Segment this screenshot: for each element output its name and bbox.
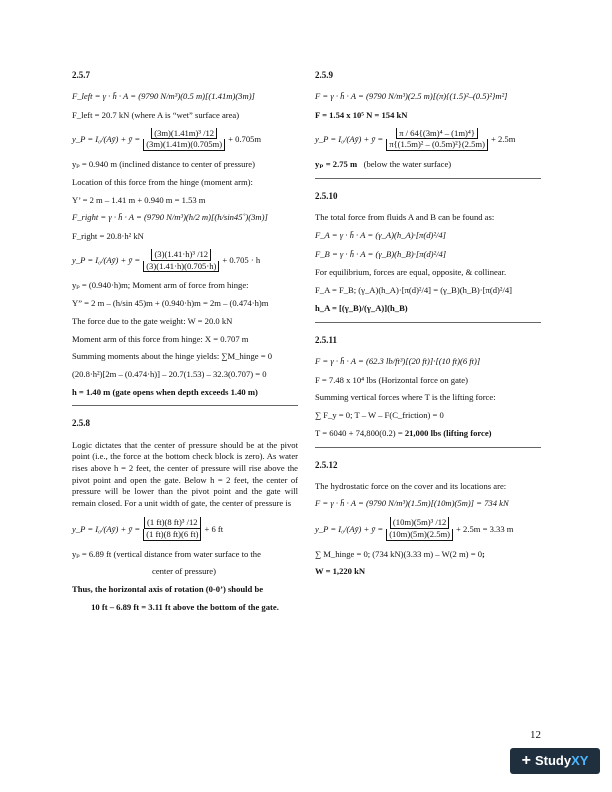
equation-f-2-5-11: F = γ · h̄ · A = (62.3 lb/ft³)[(20 ft)]·[(10 ft)(6 ft)] [315,355,481,366]
text-yp-h: yₚ = (0.940·h)m; Moment arm of force from hinge: [72,280,249,291]
text-moment-equation: (20.8·h²)[2m – (0.474·h)] – 20.7(1.53) – 32.3(0.707) = 0 [72,369,267,379]
equation-lhs: y_P = I₀/(Aȳ) + ȳ = [315,523,384,534]
equation-lhs: y_P = I₀/(Aȳ) + ȳ = [315,134,384,145]
equation-tail: + 0.705m [228,134,262,145]
fraction-numerator: (3)(1.41·h)³ /12 [151,249,211,261]
text-yp-6-89: yₚ = 6.89 ft (vertical distance from water surface to the [72,548,261,559]
text-location: Location of this force from the hinge (moment arm): [72,176,253,187]
text-y-prime: Y’ = 2 m – 1.41 m + 0.940 m = 1.53 m [72,194,206,205]
plus-icon: + [521,752,531,769]
section-divider [72,405,298,406]
fraction [386,128,488,151]
equation-lhs: y_P = I₀/(Aȳ) + ȳ = [72,134,141,145]
fraction-denominator: (3m)(1.41m)(0.705m) [143,139,225,151]
fraction-numerator: (1 ft)(8 ft)³ /12 [144,517,201,529]
text-t-equation: T = 6040 + 74,800(0.2) = [315,427,405,438]
text-sum-moments-hinge [315,549,541,560]
section-title-2-5-8: 2.5.8 [72,418,90,429]
fraction-denominator: π{(1.5m)² – (0.5m)²}(2.5m) [386,139,488,151]
text-gate-weight: The force due to the gate weight: W = 20.0 kN [72,315,233,326]
section-divider [315,178,541,179]
studyxy-logo [510,748,600,774]
text-axis-result: 10 ft – 6.89 ft = 3.11 ft above the bottom of the gate. [91,601,279,612]
text-f-left-result: F_left = 20.7 kN (where A is “wet” surface area) [72,109,240,120]
fraction [143,517,201,540]
fraction-numerator: (10m)(5m)³ /12 [390,517,449,529]
equation-yp-2-5-8 [72,517,298,540]
equation-f-right: F_right = γ · h̄ · A = (9790 N/m³)(h/2 m)[(h/sin45˚)(3m)] [72,212,268,223]
equation-lhs: y_P = I₀/(Aȳ) + ȳ = [72,255,141,266]
logo-text-xy: XY [571,752,589,768]
section-title-2-5-7: 2.5.7 [72,70,90,80]
right-column [315,70,541,584]
section-title-2-5-11: 2.5.11 [315,334,338,345]
section-title-2-5-9: 2.5.9 [315,70,333,80]
logo-text-study: Study [534,752,572,768]
text-axis-of-rotation: Thus, the horizontal axis of rotation (0-0’) should be [72,584,264,595]
text-hydrostatic-force: The hydrostatic force on the cover and its locations are: [315,480,507,491]
equation-f-2-5-9: F = γ · h̄ · A = (9790 N/m³)(2.5 m)[(π){(1.5)²–(0.5)²}m²] [315,91,508,102]
text-yp-result: yₚ = 0.940 m (inclined distance to center of pressure) [72,159,255,170]
text-semicolon: ; [482,548,485,559]
text-yp-2-75 [315,159,541,170]
equation-f-2-5-12: F = γ · h̄ · A = (9790 N/m³)(1.5m)[(10m)(5m)] = 734 kN [315,498,509,509]
fraction [143,249,219,272]
fraction [386,517,453,540]
text-total-force: The total force from fluids A and B can be found as: [315,212,495,223]
text-y-double-prime: Y” = 2 m – (h/sin 45)m + (0.940·h)m = 2m – (0.474·h)m [72,298,269,309]
section-divider [315,447,541,448]
equation-tail: + 0.705 · h [222,255,261,266]
text-f-right-result: F_right = 20.8·h² kN [72,231,144,242]
equation-yp-2-5-9 [315,128,541,151]
fraction-denominator: (10m)(5m)(2.5m) [386,529,453,541]
text-equilibrium: For equilibrium, forces are equal, opposite, & collinear. [315,267,507,278]
equation-tail: + 2.5m [490,134,516,145]
text-horizontal-force: F = 7.48 x 10⁴ lbs (Horizontal force on gate) [315,374,468,385]
text-moment-equation: ∑ M_hinge = 0; (734 kN)(3.33 m) – W(2 m) = 0 [315,548,482,559]
fraction-denominator: (1 ft)(8 ft)(6 ft) [143,529,201,541]
fraction-numerator: π / 64{(3m)⁴ – (1m)⁴} [396,128,478,140]
text-moment-arm: Moment arm of this force from hinge: X = 0.707 m [72,333,249,344]
text-h-result: h = 1.40 m (gate opens when depth exceeds 1.40 m) [72,386,258,397]
text-yp-note: (below the water surface) [363,159,452,170]
equation-tail: + 6 ft [204,523,224,534]
equation-f-left: F_left = γ · h̄ · A = (9790 N/m³)(0.5 m)[(1.41m)(3m)] [72,91,255,102]
text-fa-equals-fb: F_A = F_B; (γ_A)(h_A)·[π(d)²/4] = (γ_B)(h_B)·[π(d)²/4] [315,285,512,296]
fraction-numerator: (3m)(1.41m)³ /12 [151,128,217,140]
text-sum-fy: ∑ F_y = 0; T – W – F(C_friction) = 0 [315,410,444,421]
equation-fb: F_B = γ · h̄ · A = (γ_B)(h_B)·[π(d)²/4] [315,248,447,259]
text-ha-result: h_A = [(γ_B)/(γ_A)](h_B) [315,302,408,313]
equation-lhs: y_P = I₀/(Aȳ) + ȳ = [72,523,141,534]
equation-yp-2-5-12 [315,517,541,540]
left-column [72,70,298,620]
paragraph-2-5-8: Logic dictates that the center of pressure should be at the pivot point (i.e., the force at the bottom check block is zero). As water rises above h = 2 feet, the center of pressure will rise above the pivot point and open the gate. Below h = 2 feet, the center of pressure will be lower than the pivot point and the gate will remain closed. For a unit width of gate, the center of pressure is [72,439,298,508]
text-summing-moments: Summing moments about the hinge yields: ∑M_hinge = 0 [72,351,273,362]
text-summing-vertical: Summing vertical forces where T is the lifting force: [315,392,496,403]
text-f-result: F = 1.54 x 10⁵ N = 154 kN [315,109,408,120]
fraction-denominator: (3)(1.41·h)(0.705·h) [143,261,219,273]
page-number: 12 [530,729,541,741]
section-divider [315,322,541,323]
equation-fa: F_A = γ · h̄ · A = (γ_A)(h_A)·[π(d)²/4] [315,229,446,240]
text-lifting-force [315,428,541,439]
equation-yp-left [72,128,298,151]
text-w-result: W = 1,220 kN [315,566,366,577]
equation-tail: + 2.5m = 3.33 m [456,523,514,534]
equation-yp-right [72,249,298,272]
section-title-2-5-10: 2.5.10 [315,190,338,201]
text-center-of-pressure: center of pressure) [152,566,216,577]
text-yp-value: yₚ = 2.75 m [315,159,358,170]
section-title-2-5-12: 2.5.12 [315,459,338,470]
text-t-result: 21,000 lbs (lifting force) [404,427,492,438]
fraction [143,128,225,151]
